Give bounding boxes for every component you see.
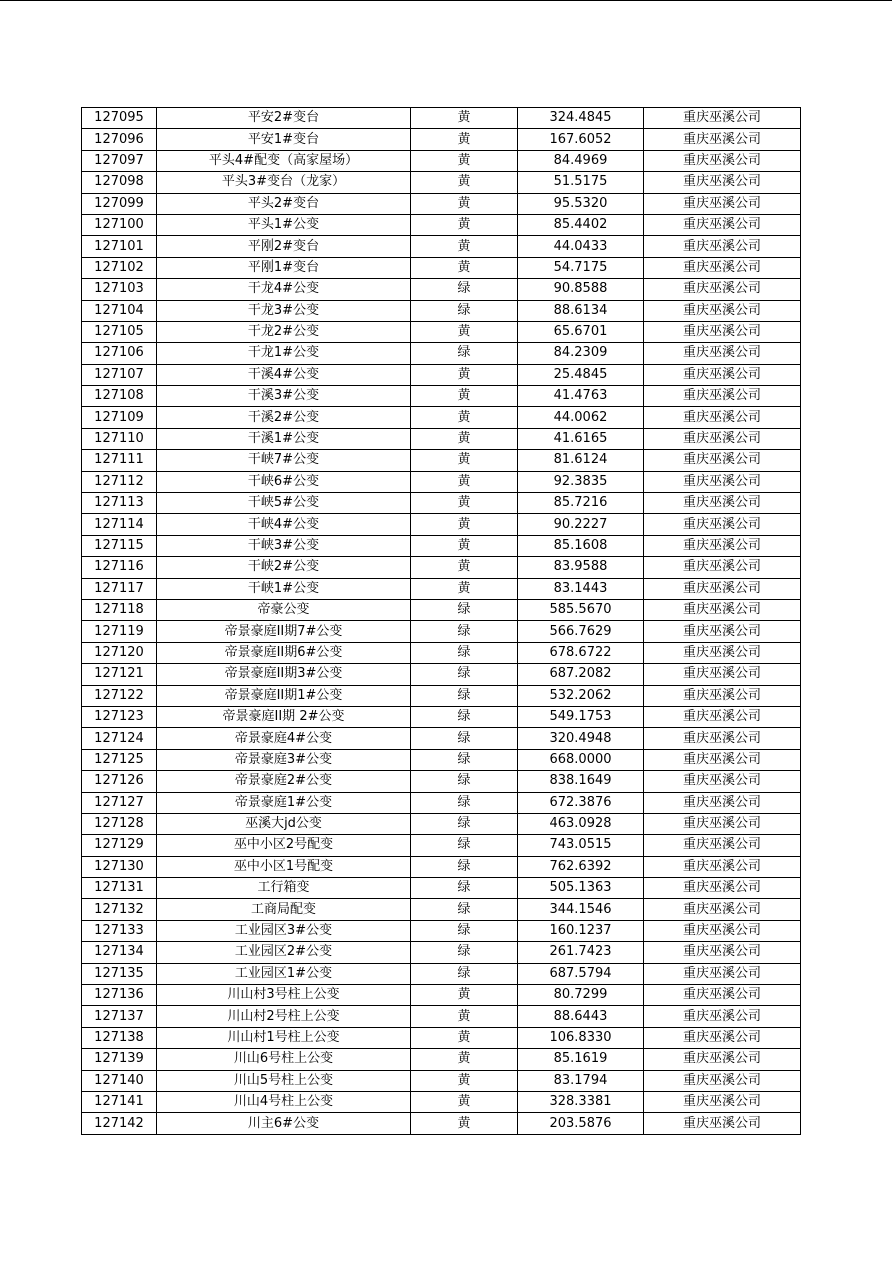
cell-value: 95.5320	[518, 193, 644, 214]
cell-company: 重庆巫溪公司	[644, 749, 801, 770]
cell-company: 重庆巫溪公司	[644, 1091, 801, 1112]
cell-status-color: 绿	[411, 685, 518, 706]
cell-company: 重庆巫溪公司	[644, 386, 801, 407]
table-row	[82, 1070, 801, 1091]
table-row	[82, 493, 801, 514]
table-row	[82, 878, 801, 899]
table-row	[82, 343, 801, 364]
table-row	[82, 450, 801, 471]
cell-status-color: 黄	[411, 364, 518, 385]
table-row	[82, 300, 801, 321]
cell-row-id: 127100	[82, 214, 157, 235]
cell-row-id: 127103	[82, 279, 157, 300]
cell-company: 重庆巫溪公司	[644, 193, 801, 214]
cell-company: 重庆巫溪公司	[644, 471, 801, 492]
cell-row-id: 127139	[82, 1049, 157, 1070]
cell-transformer-name: 巫中小区1号配变	[157, 856, 411, 877]
table-row	[82, 1091, 801, 1112]
table-row	[82, 257, 801, 278]
cell-status-color: 绿	[411, 279, 518, 300]
cell-transformer-name: 川山5号柱上公变	[157, 1070, 411, 1091]
cell-status-color: 黄	[411, 578, 518, 599]
cell-value: 324.4845	[518, 108, 644, 129]
cell-status-color: 黄	[411, 514, 518, 535]
cell-company: 重庆巫溪公司	[644, 878, 801, 899]
table-row	[82, 728, 801, 749]
cell-status-color: 绿	[411, 621, 518, 642]
cell-status-color: 绿	[411, 963, 518, 984]
cell-company: 重庆巫溪公司	[644, 236, 801, 257]
cell-status-color: 黄	[411, 172, 518, 193]
cell-transformer-name: 川山村2号柱上公变	[157, 1006, 411, 1027]
cell-row-id: 127108	[82, 386, 157, 407]
cell-row-id: 127128	[82, 813, 157, 834]
cell-company: 重庆巫溪公司	[644, 856, 801, 877]
table-row	[82, 942, 801, 963]
cell-value: 84.2309	[518, 343, 644, 364]
cell-status-color: 黄	[411, 129, 518, 150]
cell-row-id: 127111	[82, 450, 157, 471]
cell-company: 重庆巫溪公司	[644, 300, 801, 321]
cell-status-color: 绿	[411, 728, 518, 749]
table-row	[82, 236, 801, 257]
cell-row-id: 127131	[82, 878, 157, 899]
cell-company: 重庆巫溪公司	[644, 364, 801, 385]
cell-value: 85.1619	[518, 1049, 644, 1070]
cell-company: 重庆巫溪公司	[644, 621, 801, 642]
cell-status-color: 黄	[411, 985, 518, 1006]
cell-transformer-name: 帝景豪庭II期1#公变	[157, 685, 411, 706]
cell-row-id: 127097	[82, 150, 157, 171]
cell-transformer-name: 干溪3#公变	[157, 386, 411, 407]
cell-transformer-name: 帝景豪庭2#公变	[157, 771, 411, 792]
cell-row-id: 127106	[82, 343, 157, 364]
cell-value: 83.1794	[518, 1070, 644, 1091]
cell-row-id: 127140	[82, 1070, 157, 1091]
cell-company: 重庆巫溪公司	[644, 514, 801, 535]
cell-transformer-name: 川主6#公变	[157, 1113, 411, 1134]
cell-value: 88.6443	[518, 1006, 644, 1027]
cell-company: 重庆巫溪公司	[644, 450, 801, 471]
table-row	[82, 129, 801, 150]
cell-value: 532.2062	[518, 685, 644, 706]
cell-company: 重庆巫溪公司	[644, 685, 801, 706]
cell-transformer-name: 干峡6#公变	[157, 471, 411, 492]
cell-company: 重庆巫溪公司	[644, 985, 801, 1006]
cell-status-color: 绿	[411, 664, 518, 685]
cell-transformer-name: 干龙3#公变	[157, 300, 411, 321]
cell-company: 重庆巫溪公司	[644, 664, 801, 685]
cell-row-id: 127125	[82, 749, 157, 770]
table-row	[82, 1006, 801, 1027]
cell-value: 85.4402	[518, 214, 644, 235]
cell-value: 83.1443	[518, 578, 644, 599]
table-row	[82, 856, 801, 877]
cell-status-color: 绿	[411, 856, 518, 877]
cell-row-id: 127130	[82, 856, 157, 877]
cell-company: 重庆巫溪公司	[644, 963, 801, 984]
cell-status-color: 绿	[411, 878, 518, 899]
table-row	[82, 428, 801, 449]
table-row	[82, 172, 801, 193]
cell-row-id: 127137	[82, 1006, 157, 1027]
cell-status-color: 黄	[411, 407, 518, 428]
cell-transformer-name: 工业园区2#公变	[157, 942, 411, 963]
cell-transformer-name: 干溪4#公变	[157, 364, 411, 385]
cell-status-color: 绿	[411, 706, 518, 727]
cell-row-id: 127135	[82, 963, 157, 984]
cell-value: 90.2227	[518, 514, 644, 535]
cell-value: 41.4763	[518, 386, 644, 407]
cell-company: 重庆巫溪公司	[644, 792, 801, 813]
cell-row-id: 127134	[82, 942, 157, 963]
table-row	[82, 1049, 801, 1070]
cell-row-id: 127124	[82, 728, 157, 749]
cell-company: 重庆巫溪公司	[644, 557, 801, 578]
cell-transformer-name: 平安1#变台	[157, 129, 411, 150]
cell-value: 566.7629	[518, 621, 644, 642]
cell-row-id: 127101	[82, 236, 157, 257]
cell-status-color: 黄	[411, 1070, 518, 1091]
cell-transformer-name: 干峡3#公变	[157, 535, 411, 556]
cell-transformer-name: 平头3#变台（龙家）	[157, 172, 411, 193]
cell-value: 81.6124	[518, 450, 644, 471]
cell-transformer-name: 川山村3号柱上公变	[157, 985, 411, 1006]
cell-company: 重庆巫溪公司	[644, 535, 801, 556]
cell-transformer-name: 平刚2#变台	[157, 236, 411, 257]
cell-transformer-name: 川山4号柱上公变	[157, 1091, 411, 1112]
cell-value: 83.9588	[518, 557, 644, 578]
cell-transformer-name: 平安2#变台	[157, 108, 411, 129]
cell-transformer-name: 帝景豪庭II期3#公变	[157, 664, 411, 685]
cell-status-color: 黄	[411, 1113, 518, 1134]
cell-transformer-name: 巫中小区2号配变	[157, 835, 411, 856]
table-row	[82, 642, 801, 663]
cell-company: 重庆巫溪公司	[644, 642, 801, 663]
cell-transformer-name: 干峡4#公变	[157, 514, 411, 535]
cell-company: 重庆巫溪公司	[644, 1070, 801, 1091]
cell-status-color: 黄	[411, 450, 518, 471]
table-row	[82, 364, 801, 385]
cell-value: 585.5670	[518, 599, 644, 620]
cell-value: 160.1237	[518, 920, 644, 941]
cell-row-id: 127115	[82, 535, 157, 556]
table-row	[82, 471, 801, 492]
cell-value: 203.5876	[518, 1113, 644, 1134]
cell-transformer-name: 干龙4#公变	[157, 279, 411, 300]
cell-value: 106.8330	[518, 1027, 644, 1048]
table-row	[82, 1027, 801, 1048]
cell-value: 328.3381	[518, 1091, 644, 1112]
table-row	[82, 792, 801, 813]
cell-row-id: 127117	[82, 578, 157, 599]
cell-value: 344.1546	[518, 899, 644, 920]
cell-status-color: 黄	[411, 1049, 518, 1070]
cell-transformer-name: 干溪1#公变	[157, 428, 411, 449]
cell-value: 672.3876	[518, 792, 644, 813]
cell-row-id: 127138	[82, 1027, 157, 1048]
table-row	[82, 813, 801, 834]
cell-company: 重庆巫溪公司	[644, 1049, 801, 1070]
cell-status-color: 黄	[411, 321, 518, 342]
cell-value: 84.4969	[518, 150, 644, 171]
cell-value: 54.7175	[518, 257, 644, 278]
cell-company: 重庆巫溪公司	[644, 578, 801, 599]
cell-row-id: 127104	[82, 300, 157, 321]
cell-status-color: 绿	[411, 899, 518, 920]
cell-row-id: 127112	[82, 471, 157, 492]
cell-status-color: 黄	[411, 214, 518, 235]
cell-row-id: 127102	[82, 257, 157, 278]
table-row	[82, 706, 801, 727]
cell-status-color: 黄	[411, 257, 518, 278]
cell-company: 重庆巫溪公司	[644, 835, 801, 856]
cell-row-id: 127142	[82, 1113, 157, 1134]
table-row	[82, 386, 801, 407]
cell-value: 92.3835	[518, 471, 644, 492]
cell-status-color: 绿	[411, 300, 518, 321]
cell-row-id: 127110	[82, 428, 157, 449]
cell-status-color: 黄	[411, 1006, 518, 1027]
table-row	[82, 664, 801, 685]
cell-transformer-name: 帝景豪庭II期6#公变	[157, 642, 411, 663]
cell-transformer-name: 帝景豪庭II期7#公变	[157, 621, 411, 642]
cell-value: 44.0433	[518, 236, 644, 257]
cell-value: 41.6165	[518, 428, 644, 449]
table-row	[82, 835, 801, 856]
cell-status-color: 黄	[411, 493, 518, 514]
transformer-table	[81, 107, 801, 1135]
cell-company: 重庆巫溪公司	[644, 493, 801, 514]
cell-company: 重庆巫溪公司	[644, 428, 801, 449]
cell-row-id: 127099	[82, 193, 157, 214]
cell-value: 85.7216	[518, 493, 644, 514]
cell-transformer-name: 帝景豪庭3#公变	[157, 749, 411, 770]
cell-transformer-name: 平头2#变台	[157, 193, 411, 214]
cell-status-color: 黄	[411, 1091, 518, 1112]
cell-row-id: 127126	[82, 771, 157, 792]
cell-company: 重庆巫溪公司	[644, 920, 801, 941]
cell-row-id: 127123	[82, 706, 157, 727]
cell-company: 重庆巫溪公司	[644, 321, 801, 342]
cell-transformer-name: 干峡7#公变	[157, 450, 411, 471]
cell-transformer-name: 帝景豪庭1#公变	[157, 792, 411, 813]
cell-status-color: 绿	[411, 343, 518, 364]
cell-row-id: 127132	[82, 899, 157, 920]
cell-company: 重庆巫溪公司	[644, 108, 801, 129]
cell-value: 51.5175	[518, 172, 644, 193]
cell-row-id: 127141	[82, 1091, 157, 1112]
cell-row-id: 127133	[82, 920, 157, 941]
cell-status-color: 绿	[411, 942, 518, 963]
cell-company: 重庆巫溪公司	[644, 214, 801, 235]
cell-row-id: 127136	[82, 985, 157, 1006]
table-row	[82, 321, 801, 342]
cell-value: 549.1753	[518, 706, 644, 727]
cell-status-color: 绿	[411, 835, 518, 856]
table-row	[82, 407, 801, 428]
table-row	[82, 963, 801, 984]
cell-row-id: 127098	[82, 172, 157, 193]
cell-transformer-name: 干峡1#公变	[157, 578, 411, 599]
cell-value: 320.4948	[518, 728, 644, 749]
cell-status-color: 黄	[411, 386, 518, 407]
cell-transformer-name: 帝景豪庭4#公变	[157, 728, 411, 749]
cell-value: 90.8588	[518, 279, 644, 300]
table-row	[82, 557, 801, 578]
cell-company: 重庆巫溪公司	[644, 771, 801, 792]
table-row	[82, 214, 801, 235]
cell-status-color: 黄	[411, 471, 518, 492]
cell-row-id: 127127	[82, 792, 157, 813]
cell-company: 重庆巫溪公司	[644, 1027, 801, 1048]
cell-company: 重庆巫溪公司	[644, 172, 801, 193]
cell-value: 167.6052	[518, 129, 644, 150]
cell-status-color: 黄	[411, 428, 518, 449]
cell-value: 838.1649	[518, 771, 644, 792]
cell-status-color: 黄	[411, 236, 518, 257]
table-row	[82, 150, 801, 171]
cell-transformer-name: 帝豪公变	[157, 599, 411, 620]
cell-transformer-name: 川山村1号柱上公变	[157, 1027, 411, 1048]
cell-company: 重庆巫溪公司	[644, 279, 801, 300]
cell-row-id: 127118	[82, 599, 157, 620]
table-row	[82, 920, 801, 941]
cell-status-color: 绿	[411, 642, 518, 663]
cell-row-id: 127120	[82, 642, 157, 663]
cell-row-id: 127119	[82, 621, 157, 642]
table-row	[82, 535, 801, 556]
cell-value: 65.6701	[518, 321, 644, 342]
table-row	[82, 193, 801, 214]
cell-value: 762.6392	[518, 856, 644, 877]
cell-row-id: 127113	[82, 493, 157, 514]
cell-transformer-name: 工商局配变	[157, 899, 411, 920]
table-row	[82, 599, 801, 620]
cell-value: 668.0000	[518, 749, 644, 770]
table-row	[82, 749, 801, 770]
cell-value: 678.6722	[518, 642, 644, 663]
cell-transformer-name: 干龙1#公变	[157, 343, 411, 364]
cell-value: 687.5794	[518, 963, 644, 984]
cell-company: 重庆巫溪公司	[644, 1113, 801, 1134]
cell-row-id: 127122	[82, 685, 157, 706]
table-row	[82, 985, 801, 1006]
cell-transformer-name: 工行箱变	[157, 878, 411, 899]
cell-company: 重庆巫溪公司	[644, 813, 801, 834]
table-row	[82, 578, 801, 599]
cell-transformer-name: 巫溪大jd公变	[157, 813, 411, 834]
cell-row-id: 127107	[82, 364, 157, 385]
cell-company: 重庆巫溪公司	[644, 899, 801, 920]
cell-row-id: 127095	[82, 108, 157, 129]
cell-value: 88.6134	[518, 300, 644, 321]
cell-value: 80.7299	[518, 985, 644, 1006]
cell-transformer-name: 干龙2#公变	[157, 321, 411, 342]
cell-company: 重庆巫溪公司	[644, 150, 801, 171]
cell-row-id: 127114	[82, 514, 157, 535]
table-row	[82, 621, 801, 642]
cell-value: 44.0062	[518, 407, 644, 428]
cell-status-color: 绿	[411, 771, 518, 792]
cell-transformer-name: 工业园区1#公变	[157, 963, 411, 984]
cell-status-color: 黄	[411, 557, 518, 578]
cell-value: 25.4845	[518, 364, 644, 385]
cell-company: 重庆巫溪公司	[644, 706, 801, 727]
cell-company: 重庆巫溪公司	[644, 599, 801, 620]
cell-status-color: 绿	[411, 813, 518, 834]
cell-transformer-name: 平刚1#变台	[157, 257, 411, 278]
cell-company: 重庆巫溪公司	[644, 343, 801, 364]
cell-company: 重庆巫溪公司	[644, 407, 801, 428]
cell-row-id: 127105	[82, 321, 157, 342]
cell-row-id: 127096	[82, 129, 157, 150]
cell-transformer-name: 帝景豪庭II期 2#公变	[157, 706, 411, 727]
table-row	[82, 279, 801, 300]
table-row	[82, 1113, 801, 1134]
table-body	[82, 108, 801, 1135]
cell-company: 重庆巫溪公司	[644, 942, 801, 963]
cell-value: 743.0515	[518, 835, 644, 856]
cell-row-id: 127129	[82, 835, 157, 856]
cell-transformer-name: 平头4#配变（高家屋场）	[157, 150, 411, 171]
table-row	[82, 899, 801, 920]
table-row	[82, 771, 801, 792]
cell-status-color: 黄	[411, 150, 518, 171]
cell-status-color: 黄	[411, 1027, 518, 1048]
cell-status-color: 绿	[411, 599, 518, 620]
cell-status-color: 黄	[411, 193, 518, 214]
cell-row-id: 127109	[82, 407, 157, 428]
cell-status-color: 绿	[411, 920, 518, 941]
cell-status-color: 绿	[411, 792, 518, 813]
cell-value: 505.1363	[518, 878, 644, 899]
cell-value: 687.2082	[518, 664, 644, 685]
table-row	[82, 514, 801, 535]
table-row	[82, 108, 801, 129]
cell-row-id: 127121	[82, 664, 157, 685]
cell-status-color: 绿	[411, 749, 518, 770]
page-top-border	[0, 0, 892, 1]
table-row	[82, 685, 801, 706]
cell-company: 重庆巫溪公司	[644, 129, 801, 150]
cell-transformer-name: 川山6号柱上公变	[157, 1049, 411, 1070]
cell-transformer-name: 平头1#公变	[157, 214, 411, 235]
cell-company: 重庆巫溪公司	[644, 728, 801, 749]
cell-row-id: 127116	[82, 557, 157, 578]
cell-status-color: 黄	[411, 535, 518, 556]
cell-transformer-name: 工业园区3#公变	[157, 920, 411, 941]
cell-value: 261.7423	[518, 942, 644, 963]
cell-transformer-name: 干峡2#公变	[157, 557, 411, 578]
cell-company: 重庆巫溪公司	[644, 257, 801, 278]
cell-transformer-name: 干溪2#公变	[157, 407, 411, 428]
cell-status-color: 黄	[411, 108, 518, 129]
cell-company: 重庆巫溪公司	[644, 1006, 801, 1027]
cell-value: 463.0928	[518, 813, 644, 834]
cell-transformer-name: 干峡5#公变	[157, 493, 411, 514]
cell-value: 85.1608	[518, 535, 644, 556]
